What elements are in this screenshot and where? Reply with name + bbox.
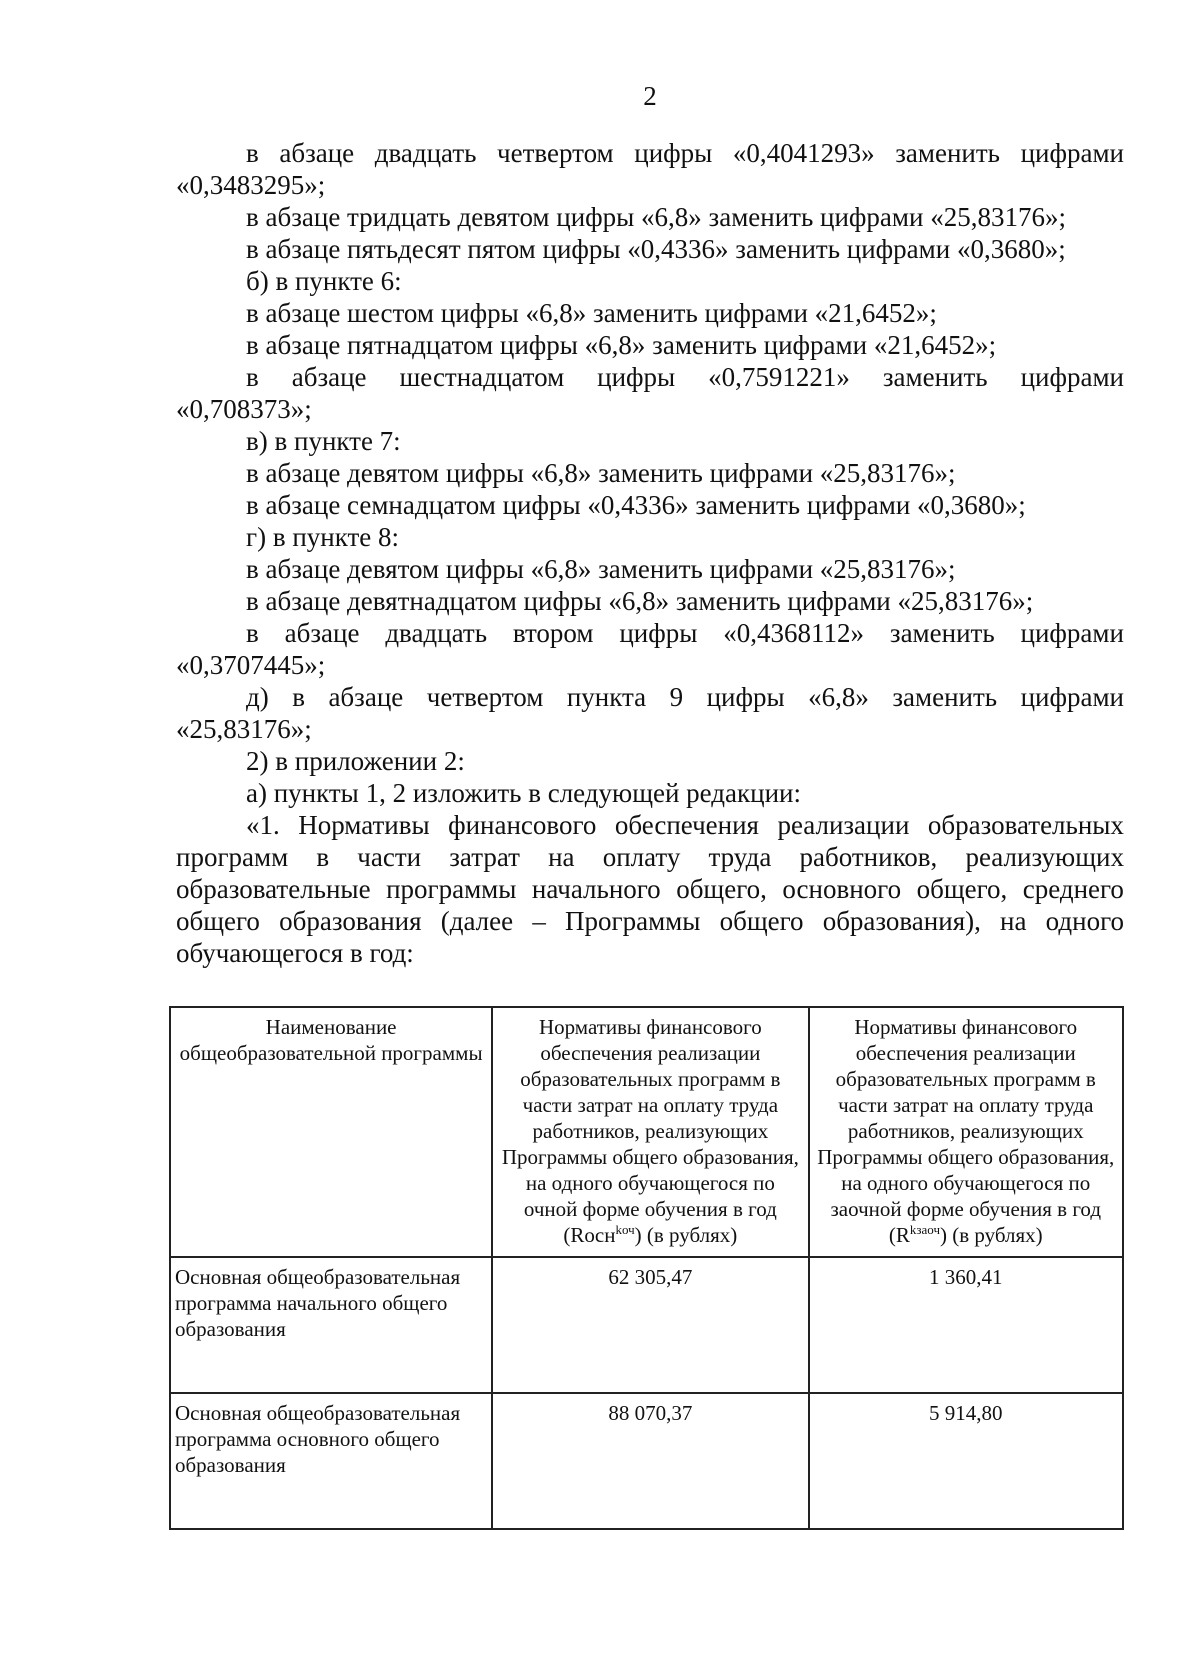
word: четвертом [426,682,544,712]
full-time-value-cell: 88 070,37 [492,1393,808,1529]
program-name-cell: Основная общеобразовательная программа начального общего образования [170,1257,492,1393]
word: двадцать [374,138,477,168]
word: втором [512,618,594,648]
part-time-value-cell: 1 360,41 [809,1257,1123,1393]
paragraph-line: «0,3707445»; [176,650,326,680]
word: среднего [1022,874,1124,904]
paragraph-line [176,681,1124,713]
subsection-heading: в) в пункте 7: [246,426,401,456]
word: цифры [706,682,785,712]
word: цифры [597,362,676,392]
paragraph: в абзаце семнадцатом цифры «0,4336» заменить цифрами «0,3680»; [246,490,1026,520]
word: д) [246,682,269,712]
word: четвертом [497,138,614,168]
paragraph: а) пункты 1, 2 изложить в следующей редакции: [246,778,801,808]
paragraph-line [176,841,1124,873]
word: образования [279,906,422,936]
word: «0,7591221» [708,362,850,392]
word: цифры [619,618,698,648]
section-heading: 2) в приложении 2: [246,746,465,776]
header-part-time-normative [809,1007,1123,1257]
paragraph: в абзаце девятом цифры «6,8» заменить цифрами «25,83176»; [246,554,956,584]
word: абзаце [279,138,355,168]
word: общего, [676,874,767,904]
paragraph: в абзаце шестом цифры «6,8» заменить цифрами «21,6452»; [246,298,937,328]
word: в [246,138,259,168]
paragraph-line: «25,83176»; [176,714,312,744]
word: части [357,842,422,872]
paragraph: в абзаце пятьдесят пятом цифры «0,4336» заменить цифрами «0,3680»; [246,234,1066,264]
word: шестнадцатом [399,362,565,392]
word: Программы [565,906,701,936]
word: программ [176,842,289,872]
word: основного [782,874,902,904]
word: финансового [448,810,597,840]
header-program-name: Наименование общеобразовательной программы [170,1007,492,1257]
paragraph-line [176,361,1124,393]
word: образования), [822,906,981,936]
word: абзаце [328,682,404,712]
word: (далее [440,906,514,936]
paragraph-line [176,905,1124,937]
word: оплату [602,842,681,872]
word: абзаце [284,618,360,648]
word: на [548,842,575,872]
normatives-table [169,1006,1124,1530]
word: на [1000,906,1027,936]
table-header-row [170,1007,1123,1257]
word: общего [176,906,260,936]
part-time-value-cell: 5 914,80 [809,1393,1123,1529]
paragraph: в абзаце тридцать девятом цифры «6,8» заменить цифрами «25,83176»; [246,202,1066,232]
word: абзаце [291,362,367,392]
table-row [170,1393,1123,1529]
word: общего, [916,874,1008,904]
word: двадцать [385,618,488,648]
word: обеспечения [614,810,759,840]
word: в [246,618,259,648]
program-name-cell: Основная общеобразовательная программа основного общего образования [170,1393,492,1529]
header-text-tail: ) (в рублях) [634,1223,738,1247]
word: в [292,682,305,712]
word: работников, [799,842,938,872]
paragraph: в абзаце девятнадцатом цифры «6,8» заменить цифрами «25,83176»; [246,586,1034,616]
word: «6,8» [808,682,869,712]
header-text: Нормативы финансового обеспечения реализации образовательных программ в части затрат на оплату труда работников, реализующих Программы общего образования, на одного обучающегося по заочной форме обучения в год (R [817,1015,1115,1247]
word: начального [531,874,661,904]
word: цифры [634,138,713,168]
word: заменить [892,682,998,712]
subsection-heading: г) в пункте 8: [246,522,400,552]
full-time-value-cell: 62 305,47 [492,1257,808,1393]
word: цифрами [1020,682,1124,712]
word: реализации [777,810,910,840]
word: – [532,906,546,936]
header-text-tail: ) (в рублях) [939,1223,1043,1247]
word: Нормативы [298,810,430,840]
word: «1. [246,810,280,840]
paragraph-line: «0,3483295»; [176,170,326,200]
header-full-time-normative [492,1007,808,1257]
word: труда [708,842,772,872]
word: заменить [889,618,995,648]
page-number: 2 [643,81,657,111]
header-superscript: kоч [615,1222,635,1237]
paragraph-line [176,617,1124,649]
paragraph-line [176,873,1124,905]
paragraph: в абзаце девятом цифры «6,8» заменить цифрами «25,83176»; [246,458,956,488]
paragraph-line: «0,708373»; [176,394,312,424]
subsection-heading: б) в пункте 6: [246,266,402,296]
header-text: Нормативы финансового обеспечения реализации образовательных программ в части затрат на оплату труда работников, реализующих Программы общего образования, на одного обучающегося по очной форме обучения в год (Rocн [501,1015,799,1247]
word: одного [1045,906,1124,936]
word: реализующих [965,842,1124,872]
word: цифрами [1020,618,1124,648]
word: программы [386,874,517,904]
word: цифрами [1020,362,1124,392]
header-superscript: kзаоч [909,1222,940,1237]
word: в [316,842,330,872]
word: пункта [566,682,647,712]
word: образовательных [927,810,1124,840]
paragraph: в абзаце пятнадцатом цифры «6,8» заменить цифрами «21,6452»; [246,330,997,360]
paragraph-line: обучающегося в год: [176,938,414,968]
word: 9 [669,682,684,712]
table-row [170,1257,1123,1393]
paragraph-line [176,809,1124,841]
paragraph-line [176,137,1124,169]
word: образовательные [176,874,371,904]
word: «0,4041293» [732,138,875,168]
word: затрат [449,842,520,872]
word: «0,4368112» [723,618,865,648]
word: заменить [882,362,988,392]
word: общего [719,906,804,936]
document-body [176,137,1124,969]
word: цифрами [1020,138,1124,168]
word: заменить [895,138,1000,168]
word: в [246,362,259,392]
